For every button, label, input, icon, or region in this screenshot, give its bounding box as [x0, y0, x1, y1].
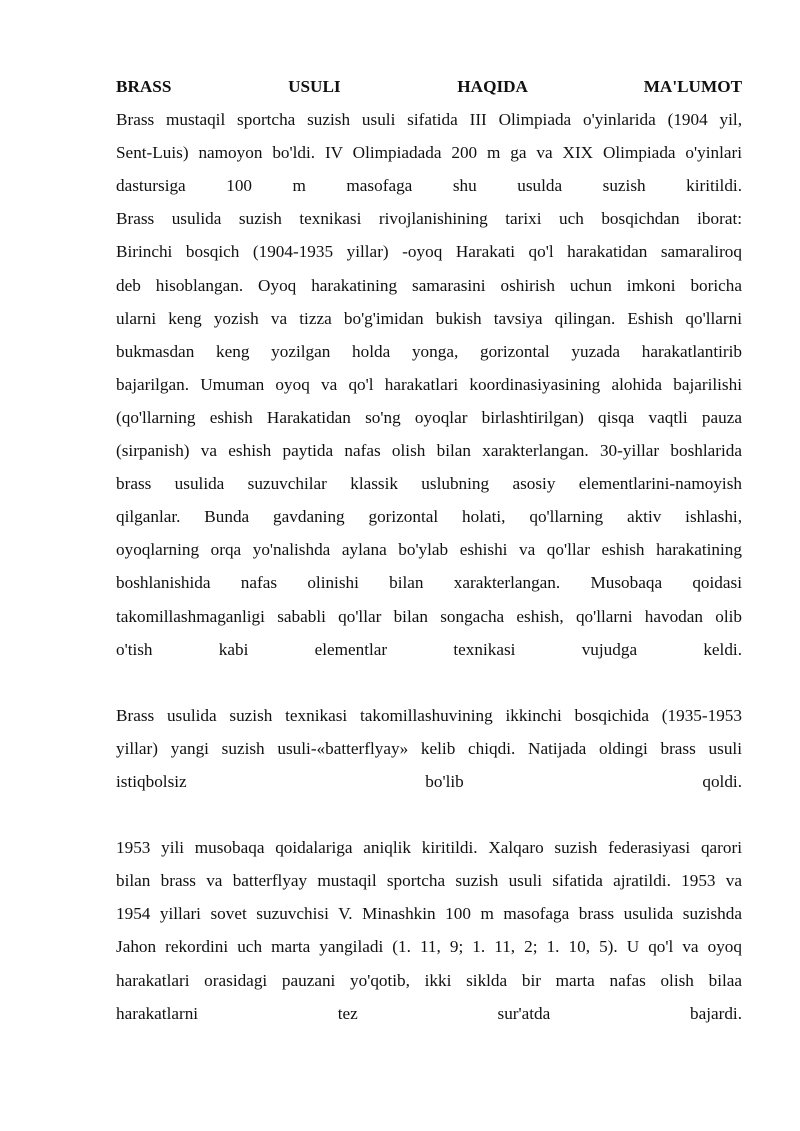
text-line: boshlanishida nafas olinishi bilan xarakterlangan. Musobaqa qoidasi	[116, 573, 742, 593]
text-line: deb hisoblangan. Oyoq harakatining samarasini oshirish uchun imkoni boricha	[116, 275, 742, 295]
text-line: Sent-Luis) namoyon bo'ldi. IV Olimpiadada 200 m ga va XIX Olimpiada o'yinlari	[116, 143, 742, 163]
text-line: Brass usulida suzish texnikasi rivojlanishining tarixi uch bosqichdan iborat:	[116, 209, 742, 229]
paragraph-spacer	[116, 798, 742, 831]
text-line: istiqbolsiz bo'lib qoldi.	[116, 771, 742, 791]
text-line: yillar) yangi suzish usuli-«batterflyay» kelib chiqdi. Natijada oldingi brass usuli	[116, 738, 742, 758]
text-line: Jahon rekordini uch marta yangiladi (1. 11, 9; 1. 11, 2; 1. 10, 5). U qo'l va oyoq	[116, 937, 742, 957]
paragraph-spacer	[116, 666, 742, 699]
text-line: bukmasdan keng yozilgan holda yonga, gorizontal yuzada harakatlantirib	[116, 341, 742, 361]
text-line: bilan brass va batterflyay mustaqil sportcha suzish usuli sifatida ajratildi. 1953 va	[116, 871, 742, 891]
text-line: qilganlar. Bunda gavdaning gorizontal holati, qo'llarning aktiv ishlashi,	[116, 507, 742, 527]
text-line: (sirpanish) va eshish paytida nafas olish bilan xarakterlangan. 30-yillar boshlarida	[116, 441, 742, 461]
text-line: harakatlarni tez sur'atda bajardi.	[116, 1003, 742, 1023]
text-line: oyoqlarning orqa yo'nalishda aylana bo'ylab eshishi va qo'llar eshish harakatining	[116, 540, 742, 560]
text-line: (qo'llarning eshish Harakatidan so'ng oyoqlar birlashtirilgan) qisqa vaqtli pauza	[116, 407, 742, 427]
text-line: 1954 yillari sovet suzuvchisi V. Minashkin 100 m masofaga brass usulida suzishda	[116, 904, 742, 924]
text-line: harakatlari orasidagi pauzani yo'qotib, ikki siklda bir marta nafas olish bilaa	[116, 970, 742, 990]
document-page	[116, 70, 742, 1030]
text-line: Brass usulida suzish texnikasi takomillashuvining ikkinchi bosqichida (1935-1953	[116, 705, 742, 725]
text-line: brass usulida suzuvchilar klassik uslubning asosiy elementlarini-namoyish	[116, 474, 742, 494]
text-line: 1953 yili musobaqa qoidalariga aniqlik kiritildi. Xalqaro suzish federasiyasi qarori	[116, 838, 742, 858]
text-line: dastursiga 100 m masofaga shu usulda suzish kiritildi.	[116, 176, 742, 196]
paragraph-1	[116, 103, 742, 666]
text-line: ularni keng yozish va tizza bo'g'imidan bukish tavsiya qilingan. Eshish qo'llarni	[116, 308, 742, 328]
title-word: HAQIDA	[457, 77, 528, 96]
text-line: takomillashmaganligi sababli qo'llar bilan songacha eshish, qo'llarni havodan olib	[116, 606, 742, 626]
title-word: BRASS	[116, 77, 172, 96]
title-word: MA'LUMOT	[643, 77, 742, 96]
paragraph-3	[116, 831, 742, 1030]
text-line: o'tish kabi elementlar texnikasi vujudga keldi.	[116, 639, 742, 659]
text-line: Brass mustaqil sportcha suzish usuli sifatida III Olimpiada o'yinlarida (1904 yil,	[116, 110, 742, 130]
title-word: USULI	[288, 77, 341, 96]
paragraph-2	[116, 699, 742, 798]
document-title	[116, 70, 742, 103]
text-line: bajarilgan. Umuman oyoq va qo'l harakatlari koordinasiyasining alohida bajarilishi	[116, 374, 742, 394]
text-line: Birinchi bosqich (1904-1935 yillar) -oyoq Harakati qo'l harakatidan samaraliroq	[116, 242, 742, 262]
